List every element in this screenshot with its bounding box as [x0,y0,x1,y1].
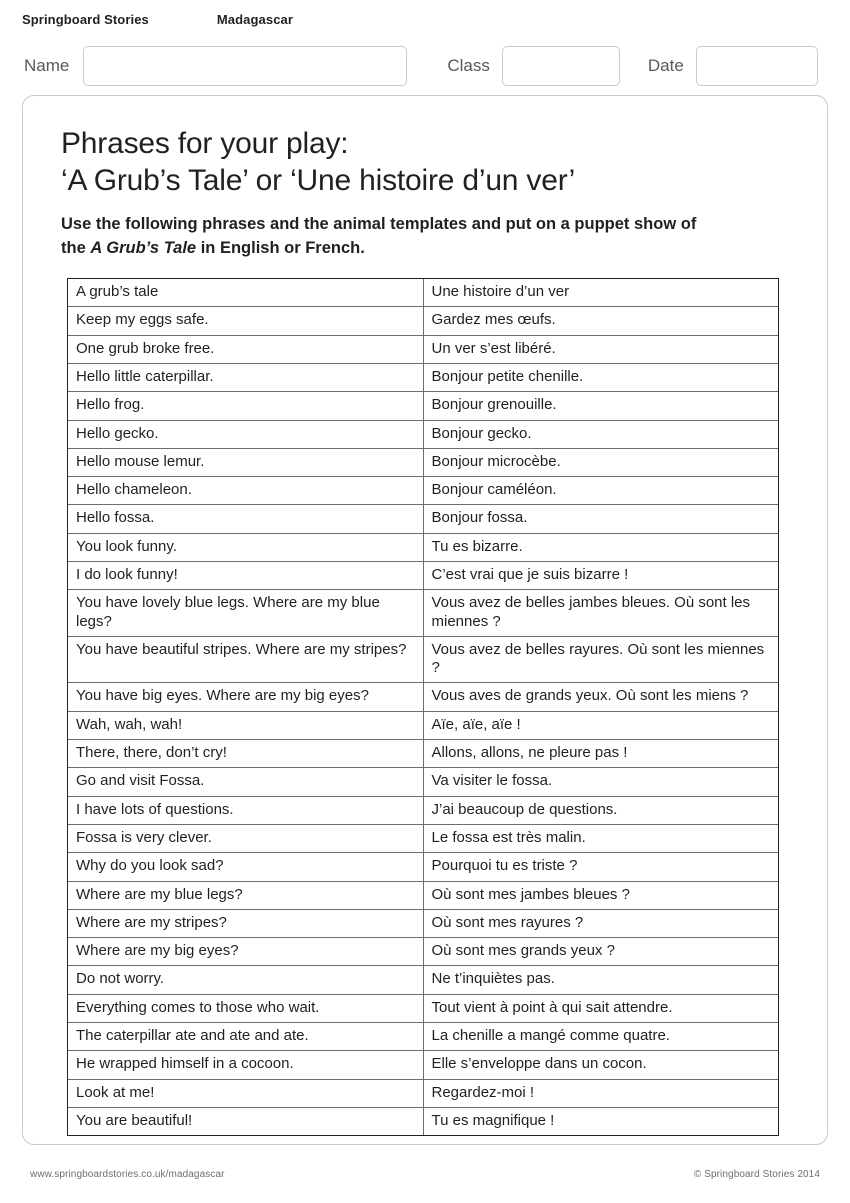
table-row [68,1079,778,1107]
footer-copyright: © Springboard Stories 2014 [693,1168,820,1180]
phrase-french: Bonjour caméléon. [423,477,778,505]
table-row [68,477,778,505]
phrase-french: Va visiter le fossa. [423,768,778,796]
instructions [61,213,721,260]
phrase-french: Tu es bizarre. [423,533,778,561]
name-input[interactable] [83,46,407,86]
table-row [68,363,778,391]
phrase-english: Why do you look sad? [68,853,423,881]
table-row [68,1051,778,1079]
page-title [61,126,789,199]
phrase-french: Pourquoi tu es triste ? [423,853,778,881]
phrase-french: Bonjour microcèbe. [423,448,778,476]
topic-name: Madagascar [216,12,294,27]
phrase-french: Vous avez de belles rayures. Où sont les miennes ? [423,636,778,683]
phrase-french: Le fossa est très malin. [423,824,778,852]
table-row [68,590,778,637]
phrase-french: Où sont mes grands yeux ? [423,938,778,966]
phrase-french: C’est vrai que je suis bizarre ! [423,562,778,590]
phrase-english: I have lots of questions. [68,796,423,824]
phrase-english: Hello fossa. [68,505,423,533]
table-row [68,909,778,937]
table-row [68,938,778,966]
phrase-english: You have lovely blue legs. Where are my blue legs? [68,590,423,637]
instructions-italic-title: A Grub’s Tale [90,238,197,257]
date-input[interactable] [696,46,818,86]
phrase-french: Un ver s’est libéré. [423,335,778,363]
table-row [68,448,778,476]
phrase-french: Vous avez de belles jambes bleues. Où sont les miennes ? [423,590,778,637]
phrase-english: Hello chameleon. [68,477,423,505]
phrase-french: Regardez-moi ! [423,1079,778,1107]
phrase-table-wrapper [67,278,779,1136]
phrase-english: Keep my eggs safe. [68,307,423,335]
phrase-french: Où sont mes jambes bleues ? [423,881,778,909]
phrase-english: Where are my big eyes? [68,938,423,966]
table-row [68,636,778,683]
phrase-french: Bonjour grenouille. [423,392,778,420]
footer-url[interactable]: www.springboardstories.co.uk/madagascar [30,1168,225,1180]
phrase-english: Do not worry. [68,966,423,994]
phrase-french: Une histoire d’un ver [423,279,778,307]
phrase-french: Bonjour gecko. [423,420,778,448]
phrase-french: Tu es magnifique ! [423,1107,778,1135]
table-row [68,392,778,420]
phrase-french: Elle s’enveloppe dans un cocon. [423,1051,778,1079]
phrase-english: You look funny. [68,533,423,561]
table-row [68,335,778,363]
phrase-french: Gardez mes œufs. [423,307,778,335]
table-row [68,768,778,796]
phrase-english: I do look funny! [68,562,423,590]
phrase-french: Ne t’inquiètes pas. [423,966,778,994]
phrase-table-body [68,279,778,1135]
phrase-english: One grub broke free. [68,335,423,363]
student-info-row [0,38,850,94]
table-row [68,853,778,881]
class-input[interactable] [502,46,620,86]
page-header [0,0,850,34]
page-title-line1: Phrases for your play: [61,127,349,160]
table-row [68,881,778,909]
phrase-english: Fossa is very clever. [68,824,423,852]
phrase-english: Where are my stripes? [68,909,423,937]
instructions-part2: in English or French. [196,238,365,257]
table-row [68,994,778,1022]
worksheet-card [22,95,828,1145]
table-row [68,1107,778,1135]
phrase-french: Allons, allons, ne pleure pas ! [423,740,778,768]
phrase-french: Tout vient à point à qui sait attendre. [423,994,778,1022]
brand-name: Springboard Stories [22,12,149,27]
phrase-english: You are beautiful! [68,1107,423,1135]
phrase-english: Wah, wah, wah! [68,711,423,739]
phrase-english: Everything comes to those who wait. [68,994,423,1022]
table-row [68,683,778,711]
date-label: Date [647,56,684,75]
table-row [68,307,778,335]
phrase-french: Vous aves de grands yeux. Où sont les miens ? [423,683,778,711]
table-row [68,824,778,852]
table-row [68,796,778,824]
table-row [68,562,778,590]
name-label: Name [24,56,70,75]
page-footer [0,1155,850,1203]
phrase-french: Où sont mes rayures ? [423,909,778,937]
phrase-english: He wrapped himself in a cocoon. [68,1051,423,1079]
phrase-english: A grub’s tale [68,279,423,307]
phrase-english: Look at me! [68,1079,423,1107]
table-row [68,966,778,994]
class-label: Class [447,56,490,75]
phrase-english: Hello mouse lemur. [68,448,423,476]
phrase-english: Hello little caterpillar. [68,363,423,391]
table-row [68,420,778,448]
phrase-french: La chenille a mangé comme quatre. [423,1023,778,1051]
page-title-line2: ‘A Grub’s Tale’ or ‘Une histoire d’un ver’ [61,163,576,197]
phrase-french: Bonjour petite chenille. [423,363,778,391]
table-row [68,740,778,768]
phrase-table [68,279,778,1135]
table-row [68,1023,778,1051]
phrase-french: Aïe, aïe, aïe ! [423,711,778,739]
phrase-french: J’ai beaucoup de questions. [423,796,778,824]
phrase-french: Bonjour fossa. [423,505,778,533]
phrase-english: Where are my blue legs? [68,881,423,909]
instructions-part1: Use the following phrases and the animal templates and put on a puppet show of the [61,215,697,257]
phrase-english: You have beautiful stripes. Where are my stripes? [68,636,423,683]
phrase-english: You have big eyes. Where are my big eyes? [68,683,423,711]
table-row [68,711,778,739]
phrase-english: Go and visit Fossa. [68,768,423,796]
table-row [68,279,778,307]
phrase-english: Hello frog. [68,392,423,420]
phrase-english: Hello gecko. [68,420,423,448]
phrase-english: There, there, don’t cry! [68,740,423,768]
table-row [68,533,778,561]
phrase-english: The caterpillar ate and ate and ate. [68,1023,423,1051]
table-row [68,505,778,533]
